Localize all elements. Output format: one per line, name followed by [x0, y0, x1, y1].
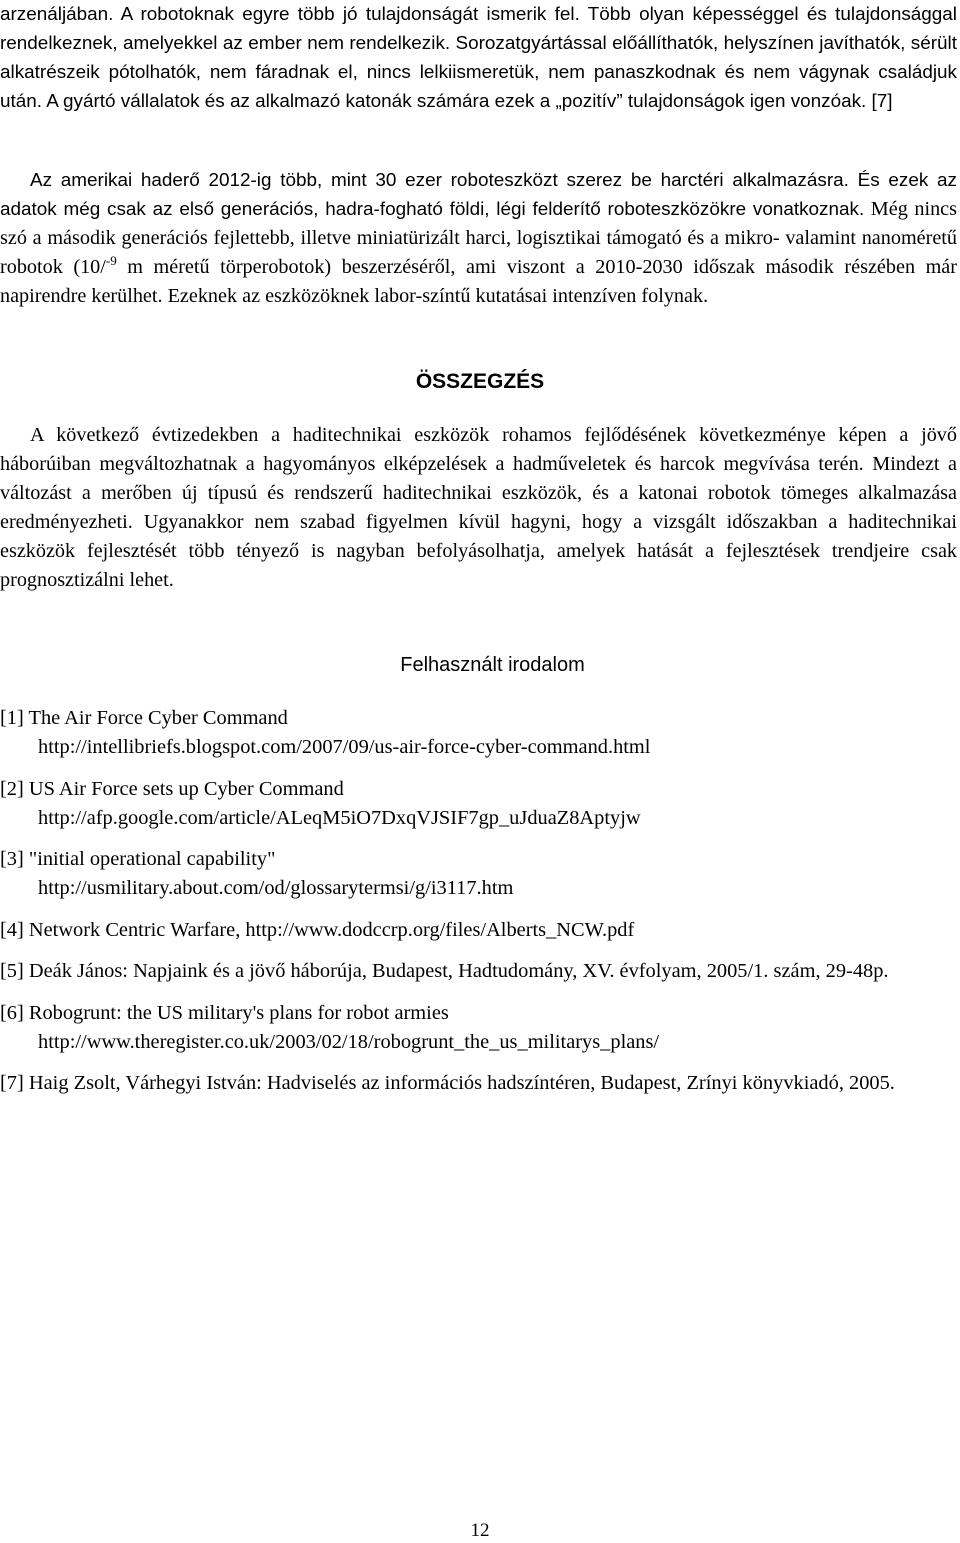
paragraph-robot-advantages-conclusion: A gyártó vállalatok és az alkalmazó katonák számára ezek a „pozitív” tulajdonságok igen vonzóak. [7]	[42, 91, 893, 112]
reference-list	[0, 704, 960, 1111]
reference-item-4	[0, 916, 960, 945]
reference-3-title: [3] "initial operational capability"	[0, 848, 276, 870]
paragraph-us-robot-procurement-first: Az amerikai haderő 2012-ig több, mint 30 ezer roboteszközt szerez be harctéri alkalmazásra. És ezek az adatok még csak az első generációs, hadra-fogható földi, légi felderítő roboteszközökre vonatkoznak.	[0, 170, 957, 220]
paragraph-us-robot-procurement-second: Még nincs szó a második generációs fejlettebb, illetve miniatürizált harci, logisztikai támogató és a mikro- valamint nanoméretű robotok (10/	[0, 198, 957, 278]
reference-4-text: [4] Network Centric Warfare, http://www.dodccrp.org/files/Alberts_NCW.pdf	[0, 918, 635, 941]
reference-item-3	[0, 845, 960, 903]
bibliography-heading: Felhasznált irodalom	[400, 654, 585, 676]
paragraph-us-robot-procurement	[0, 166, 957, 311]
reference-2-url: http://afp.google.com/article/ALeqM5iO7DxqVJSIF7gp_uJduaZ8Aptyjw	[38, 806, 641, 829]
reference-7-text: [7] Haig Zsolt, Várhegyi István: Hadviselés az információs hadszíntéren, Budapest, Zrínyi könyvkiadó, 2005.	[0, 1072, 895, 1094]
reference-6-title: [6] Robogrunt: the US military's plans for robot armies	[0, 1001, 449, 1024]
reference-item-1	[0, 704, 960, 762]
page-number: 12	[470, 1520, 490, 1541]
exponent-superscript: -9	[105, 253, 117, 268]
reference-5-text: [5] Deák János: Napjaink és a jövő háborúja, Budapest, Hadtudomány, XV. évfolyam, 2005/1. szám, 29-48p.	[0, 960, 889, 982]
summary-paragraph: A következő évtizedekben a haditechnikai eszközök rohamos fejlődésének következménye képen a jövő háborúiban megváltozhatnak a hagyományos elképzelések a hadműveletek és harcok megvívása terén. Mindezt a változást a merőben új típusú és rendszerű haditechnikai eszközök, és a katonai robotok tömeges alkalmazása eredményezheti. Ugyanakkor nem szabad figyelmen kívül hagyni, hogy a vizsgált időszakban a haditechnikai eszközök fejlesztését több tényező is nagyban befolyásolhatja, amelyek hatását a fejlesztések trendjeire csak prognosztizálni lehet.	[0, 424, 957, 591]
reference-item-5	[0, 957, 960, 986]
reference-item-6	[0, 999, 960, 1057]
reference-1-title: [1] The Air Force Cyber Command	[0, 707, 288, 729]
reference-1-url: http://intellibriefs.blogspot.com/2007/09/us-air-force-cyber-command.html	[38, 736, 651, 758]
reference-item-2	[0, 775, 960, 833]
paragraph-robot-advantages	[0, 0, 957, 116]
paragraph-robot-advantages-text: arzenáljában. A robotoknak egyre több jó tulajdonságát ismerik fel. Több olyan képességgel és tulajdonsággal rendelkeznek, amelyekkel az ember nem rendelkezik. Sorozatgyártással előállíthatók, helyszínen javíthatók, sérült alkatrészeik pótolhatók, nem fáradnak el, nincs lelkiismeretük, nem panaszkodnak és nem vágynak családjuk után.	[0, 4, 957, 112]
reference-item-7	[0, 1069, 960, 1098]
paragraph-us-robot-procurement-third: m méretű törperobotok) beszerzéséről, ami viszont a 2010-2030 időszak második részében már napirendre kerülhet. Ezeknek az eszközöknek labor-színtű kutatásai intenzíven folynak.	[0, 256, 957, 307]
reference-2-title: [2] US Air Force sets up Cyber Command	[0, 777, 344, 800]
reference-6-url: http://www.theregister.co.uk/2003/02/18/robogrunt_the_us_militarys_plans/	[38, 1030, 660, 1053]
reference-3-url: http://usmilitary.about.com/od/glossarytermsi/g/i3117.htm	[38, 877, 514, 899]
summary-heading: ÖSSZEGZÉS	[415, 370, 545, 393]
